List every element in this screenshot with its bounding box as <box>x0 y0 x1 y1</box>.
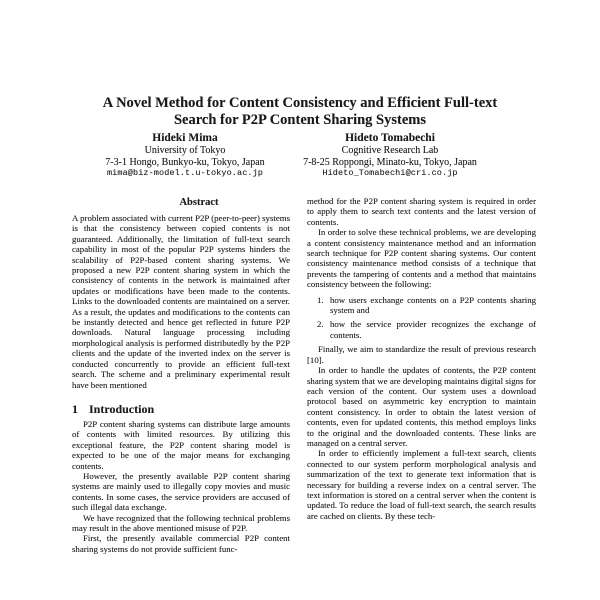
paragraph: However, the presently available P2P content sharing systems are mainly used to illegally copy movies and music contents. In some cases, the service providers are accused of such illegal data exchange. <box>72 470 290 513</box>
list-item-text: how the service provider recognizes the exchange of contents. <box>330 319 536 340</box>
paragraph: Finally, we aim to standardize the result of previous research [10]. <box>307 344 536 365</box>
right-column <box>307 196 536 600</box>
section-title: Introduction <box>89 401 155 416</box>
abstract-heading: Abstract <box>179 197 219 208</box>
left-column <box>72 196 290 600</box>
paragraph: First, the presently available commercial P2P content sharing systems do not provide sufficient func- <box>72 533 290 554</box>
paper-title-line-2: Search for P2P Content Sharing Systems <box>173 111 426 128</box>
paragraph: We have recognized that the following technical problems may result in the above mentioned misuse of P2P. <box>72 512 290 533</box>
paragraph: In order to solve these technical problems, we are developing a content consistency maintenance method and an information search technique for P2P content sharing systems. Our content consistency maintenance method consists of a technique that prevents the tampering of contents and a method that maintains consistency between the following: <box>307 227 536 290</box>
list-item-text: how users exchange contents on a P2P contents sharing system and <box>330 294 536 316</box>
paper-title <box>0 95 600 128</box>
author-block-2 <box>275 131 505 179</box>
author-address: 7-3-1 Hongo, Bunkyo-ku, Tokyo, Japan <box>105 156 265 168</box>
numbered-list <box>307 295 536 341</box>
list-item-number: 1. <box>317 294 324 305</box>
author-email: mima@biz-model.t.u-tokyo.ac.jp <box>106 168 264 178</box>
author-name: Hideki Mima <box>152 132 218 144</box>
section-heading-introduction <box>72 402 290 416</box>
two-column-body <box>72 196 536 600</box>
author-affiliation: Cognitive Research Lab <box>341 145 439 156</box>
list-item <box>317 319 536 340</box>
author-block-1 <box>70 131 300 179</box>
paragraph: In order to handle the updates of contents, the P2P content sharing system that we are developing maintains digital signs for each version of the content. Our system uses a download protocol based on asymmetric key encryption to maintain content consistency. In order to obtain the latest version of contents, even for updated contents, this method employs links to the original and the downloaded contents. These links are managed on a central server. <box>307 365 536 448</box>
list-item <box>317 295 536 316</box>
paragraph: method for the P2P content sharing system is required in order to apply them to search text contents and the latest version of contents. <box>307 196 536 227</box>
author-name: Hideto Tomabechi <box>345 132 435 144</box>
list-item-number: 2. <box>317 319 324 330</box>
section-number: 1 <box>72 401 78 416</box>
paper-title-line-1: A Novel Method for Content Consistency and Efficient Full-text <box>102 95 498 111</box>
author-email: Hideto_Tomabechi@cri.co.jp <box>322 168 458 178</box>
author-address: 7-8-25 Roppongi, Minato-ku, Tokyo, Japan <box>303 156 477 168</box>
paragraph: In order to efficiently implement a full-text search, clients connected to our system perform morphological analysis and summarization of the text to generate text information that is necessary for building a reverse index on a central server. The text information is stored on a central server when the content is updated. To reduce the load of full-text search, the search results are cached on clients. By these tech- <box>307 448 536 521</box>
paragraph: P2P content sharing systems can distribute large amounts of contents with limited resources. By utilizing this exceptional feature, the P2P content sharing model is expected to be one of the major means for exchanging contents. <box>72 418 290 471</box>
author-affiliation: University of Tokyo <box>144 145 226 156</box>
abstract-body: A problem associated with current P2P (peer-to-peer) systems is that the consistency between copied contents is not guaranteed. Additionally, the limitation of full-text search capability in most of the popular P2P systems hinders the scalability of P2P-based content sharing systems. We proposed a new P2P content sharing system in which the consistency of contents in the network is maintained after updates or modifications have been made to the contents. Links to the downloaded contents are maintained on a server. As a result, the updates and modifications to the contents can be instantly detected and hence get reflected in future P2P downloads. Natural language processing including morphological analysis is performed distributedly by the P2P clients and the update of the inverted index on the server is conducted concurrently to provide an efficient full-text search. The scheme and a preliminary experimental result have been mentioned <box>72 213 290 390</box>
author-row <box>0 131 600 189</box>
